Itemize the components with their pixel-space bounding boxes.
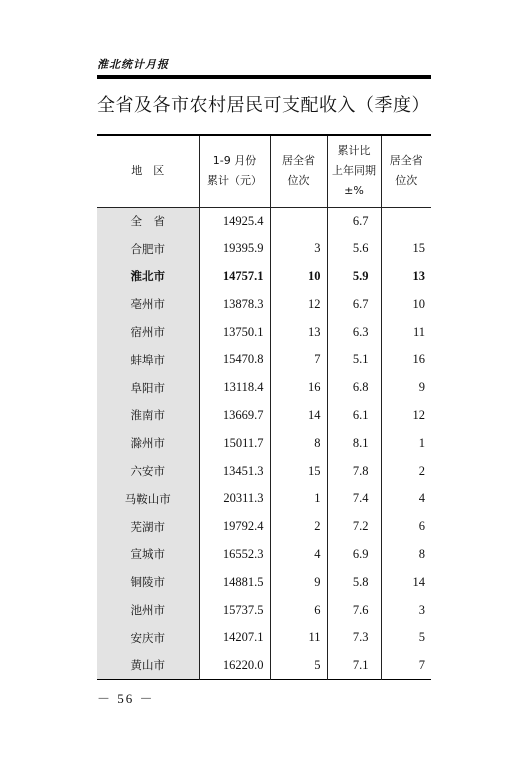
- income-cell: 19395.9: [199, 235, 270, 263]
- page-title: 全省及各市农村居民可支配收入（季度）: [97, 95, 430, 116]
- income-cell: 15737.5: [199, 596, 270, 624]
- region-cell: 宿州市: [97, 318, 199, 346]
- growth-rank-cell: 1: [381, 429, 431, 457]
- income-rank-cell: 16: [270, 374, 327, 402]
- income-rank-cell: 7: [270, 346, 327, 374]
- region-cell: 淮南市: [97, 402, 199, 430]
- growth-rank-cell: 6: [381, 513, 431, 541]
- income-rank-cell: 8: [270, 429, 327, 457]
- region-cell: 六安市: [97, 457, 199, 485]
- income-cell: 13451.3: [199, 457, 270, 485]
- table-row: [97, 457, 431, 485]
- table-row: [97, 207, 431, 235]
- growth-cell: 5.8: [327, 568, 381, 596]
- growth-cell: 7.6: [327, 596, 381, 624]
- income-rank-cell: 14: [270, 402, 327, 430]
- column-header-growth: 累计比 上年同期 ±%: [327, 135, 381, 207]
- region-cell: 宣城市: [97, 541, 199, 569]
- region-cell: 池州市: [97, 596, 199, 624]
- income-cell: 15011.7: [199, 429, 270, 457]
- growth-rank-cell: 11: [381, 318, 431, 346]
- growth-rank-cell: 16: [381, 346, 431, 374]
- income-cell: 13118.4: [199, 374, 270, 402]
- income-cell: 13878.3: [199, 290, 270, 318]
- table-row: [97, 290, 431, 318]
- income-rank-cell: 13: [270, 318, 327, 346]
- income-cell: 14925.4: [199, 207, 270, 235]
- income-rank-cell: 2: [270, 513, 327, 541]
- table-row: [97, 429, 431, 457]
- growth-rank-cell: [381, 207, 431, 235]
- table-row: [97, 485, 431, 513]
- growth-cell: 6.8: [327, 374, 381, 402]
- page-number: － 56 －: [97, 691, 155, 706]
- growth-cell: 6.9: [327, 541, 381, 569]
- region-cell: 马鞍山市: [97, 485, 199, 513]
- region-cell: 安庆市: [97, 624, 199, 652]
- growth-rank-cell: 10: [381, 290, 431, 318]
- income-cell: 15470.8: [199, 346, 270, 374]
- region-cell: 合肥市: [97, 235, 199, 263]
- income-cell: 13669.7: [199, 402, 270, 430]
- growth-cell: 6.3: [327, 318, 381, 346]
- income-rank-cell: 12: [270, 290, 327, 318]
- growth-rank-cell: 13: [381, 263, 431, 291]
- growth-rank-cell: 5: [381, 624, 431, 652]
- growth-cell: 7.2: [327, 513, 381, 541]
- growth-rank-cell: 3: [381, 596, 431, 624]
- table-row: [97, 263, 431, 291]
- income-rank-cell: 11: [270, 624, 327, 652]
- region-cell: 亳州市: [97, 290, 199, 318]
- region-cell: 铜陵市: [97, 568, 199, 596]
- growth-rank-cell: 4: [381, 485, 431, 513]
- income-cell: 13750.1: [199, 318, 270, 346]
- table-row: [97, 235, 431, 263]
- table-row: [97, 541, 431, 569]
- growth-cell: 7.8: [327, 457, 381, 485]
- region-cell: 蚌埠市: [97, 346, 199, 374]
- column-header-income-rank: 居全省 位次: [270, 135, 327, 207]
- table-header-row: [97, 135, 431, 207]
- income-rank-cell: 3: [270, 235, 327, 263]
- table-row: [97, 318, 431, 346]
- region-cell: 滁州市: [97, 429, 199, 457]
- growth-rank-cell: 14: [381, 568, 431, 596]
- income-cell: 16552.3: [199, 541, 270, 569]
- income-cell: 14757.1: [199, 263, 270, 291]
- income-rank-cell: 9: [270, 568, 327, 596]
- table-body: [97, 207, 431, 680]
- publication-header: 淮北统计月报: [97, 58, 169, 71]
- income-cell: 14207.1: [199, 624, 270, 652]
- growth-cell: 5.9: [327, 263, 381, 291]
- income-rank-cell: 10: [270, 263, 327, 291]
- growth-rank-cell: 7: [381, 652, 431, 680]
- income-rank-cell: 6: [270, 596, 327, 624]
- income-cell: 20311.3: [199, 485, 270, 513]
- income-rank-cell: 1: [270, 485, 327, 513]
- income-cell: 16220.0: [199, 652, 270, 680]
- growth-cell: 6.1: [327, 402, 381, 430]
- growth-cell: 6.7: [327, 207, 381, 235]
- growth-rank-cell: 15: [381, 235, 431, 263]
- growth-rank-cell: 9: [381, 374, 431, 402]
- growth-cell: 6.7: [327, 290, 381, 318]
- growth-cell: 7.3: [327, 624, 381, 652]
- region-cell: 黄山市: [97, 652, 199, 680]
- income-rank-cell: [270, 207, 327, 235]
- table-row: [97, 568, 431, 596]
- income-rank-cell: 15: [270, 457, 327, 485]
- growth-cell: 5.6: [327, 235, 381, 263]
- growth-cell: 5.1: [327, 346, 381, 374]
- column-header-region: 地 区: [97, 135, 199, 207]
- column-header-income: 1-9 月份 累计（元）: [199, 135, 270, 207]
- table-row: [97, 513, 431, 541]
- table-row: [97, 596, 431, 624]
- growth-rank-cell: 2: [381, 457, 431, 485]
- header-rule: [97, 75, 431, 79]
- table-row: [97, 374, 431, 402]
- growth-rank-cell: 12: [381, 402, 431, 430]
- region-cell: 全 省: [97, 207, 199, 235]
- income-cell: 14881.5: [199, 568, 270, 596]
- table-row: [97, 402, 431, 430]
- table-row: [97, 624, 431, 652]
- income-table: [97, 134, 431, 680]
- income-cell: 19792.4: [199, 513, 270, 541]
- region-cell: 芜湖市: [97, 513, 199, 541]
- growth-cell: 8.1: [327, 429, 381, 457]
- growth-cell: 7.1: [327, 652, 381, 680]
- column-header-growth-rank: 居全省 位次: [381, 135, 431, 207]
- table-row: [97, 346, 431, 374]
- income-rank-cell: 4: [270, 541, 327, 569]
- income-rank-cell: 5: [270, 652, 327, 680]
- growth-cell: 7.4: [327, 485, 381, 513]
- growth-rank-cell: 8: [381, 541, 431, 569]
- table-row: [97, 652, 431, 680]
- region-cell: 淮北市: [97, 263, 199, 291]
- region-cell: 阜阳市: [97, 374, 199, 402]
